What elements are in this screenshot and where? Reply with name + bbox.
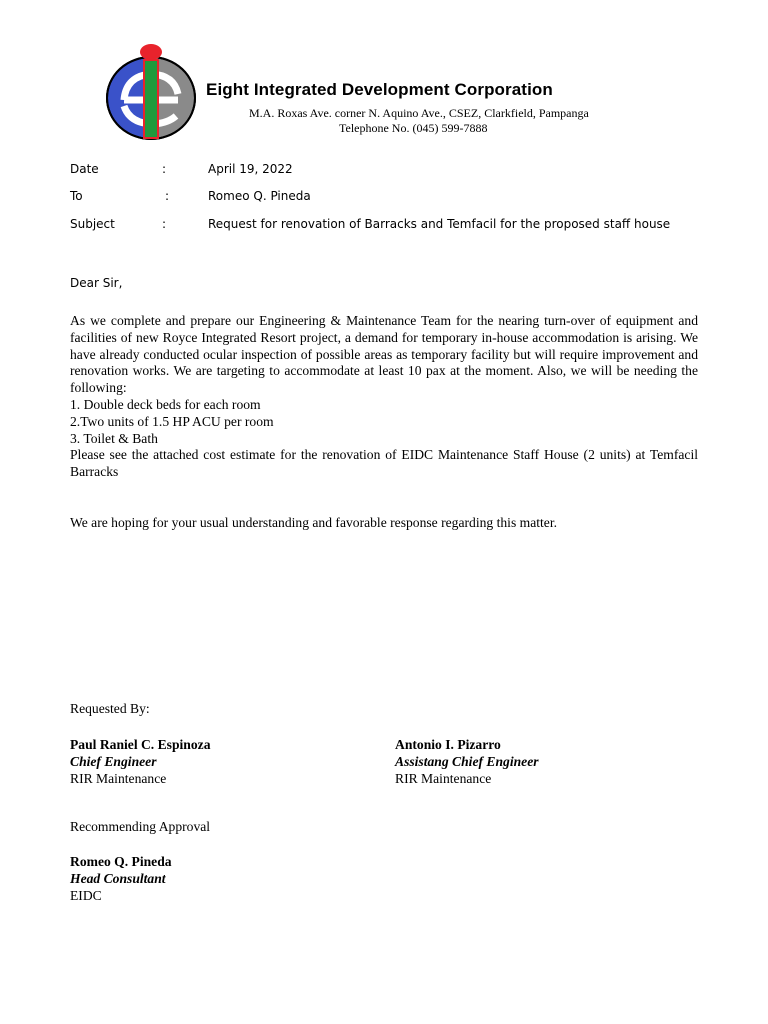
signatory-title: Assistang Chief Engineer [395,754,539,769]
recommender-department: EIDC [70,888,102,903]
body-paragraph: As we complete and prepare our Engineering & Maintenance Team for the nearing turn-over of equipment and facilities of new Royce Integrated Resort project, a demand for temporary in-house accommodation is arising. We have already conducted ocular inspection of possible areas as temporary facility but will require improvement and renovation works. We are targeting to accommodate at least 10 pax at the moment. Also, we will be needing the following: [70,313,698,396]
eidc-logo-icon [104,42,198,142]
meta-label: Subject [70,217,115,231]
attachment-note: Please see the attached cost estimate for the renovation of EIDC Maintenance Staff House (2 units) at Temfacil Barracks [70,447,698,480]
meta-colon: : [165,189,170,203]
recommender-name: Romeo Q. Pineda [70,854,172,869]
signatory-name: Antonio I. Pizarro [395,737,501,752]
company-name: Eight Integrated Development Corporation [206,80,553,99]
salutation: Dear Sir, [70,276,123,290]
letter-body [70,313,698,481]
meta-colon: : [162,162,167,176]
meta-label: Date [70,162,99,176]
list-item: 1. Double deck beds for each room [70,396,261,412]
signatory-block [395,736,539,787]
signatory-name: Paul Raniel C. Espinoza [70,737,211,752]
list-item: 3. Toilet & Bath [70,430,158,446]
signatory-block [70,736,211,787]
list-item: 2.Two units of 1.5 HP ACU per room [70,413,274,429]
meta-label: To [70,189,83,203]
signatory-department: RIR Maintenance [395,771,492,786]
signatory-department: RIR Maintenance [70,771,167,786]
meta-value-date: April 19, 2022 [208,162,293,176]
requested-by-label: Requested By: [70,701,150,716]
recommending-approval-label: Recommending Approval [70,819,211,834]
meta-colon: : [162,217,167,231]
meta-value-to: Romeo Q. Pineda [208,189,311,203]
company-address: M.A. Roxas Ave. corner N. Aquino Ave., CSEZ, Clarkfield, Pampanga [249,106,589,120]
signatory-title: Chief Engineer [70,754,157,769]
company-telephone: Telephone No. (045) 599-7888 [339,121,488,135]
recommender-block [70,853,172,904]
closing-line: We are hoping for your usual understanding and favorable response regarding this matter. [70,515,557,530]
company-logo [104,42,198,142]
recommender-title: Head Consultant [70,871,166,886]
meta-value-subject: Request for renovation of Barracks and Temfacil for the proposed staff house [208,217,671,231]
